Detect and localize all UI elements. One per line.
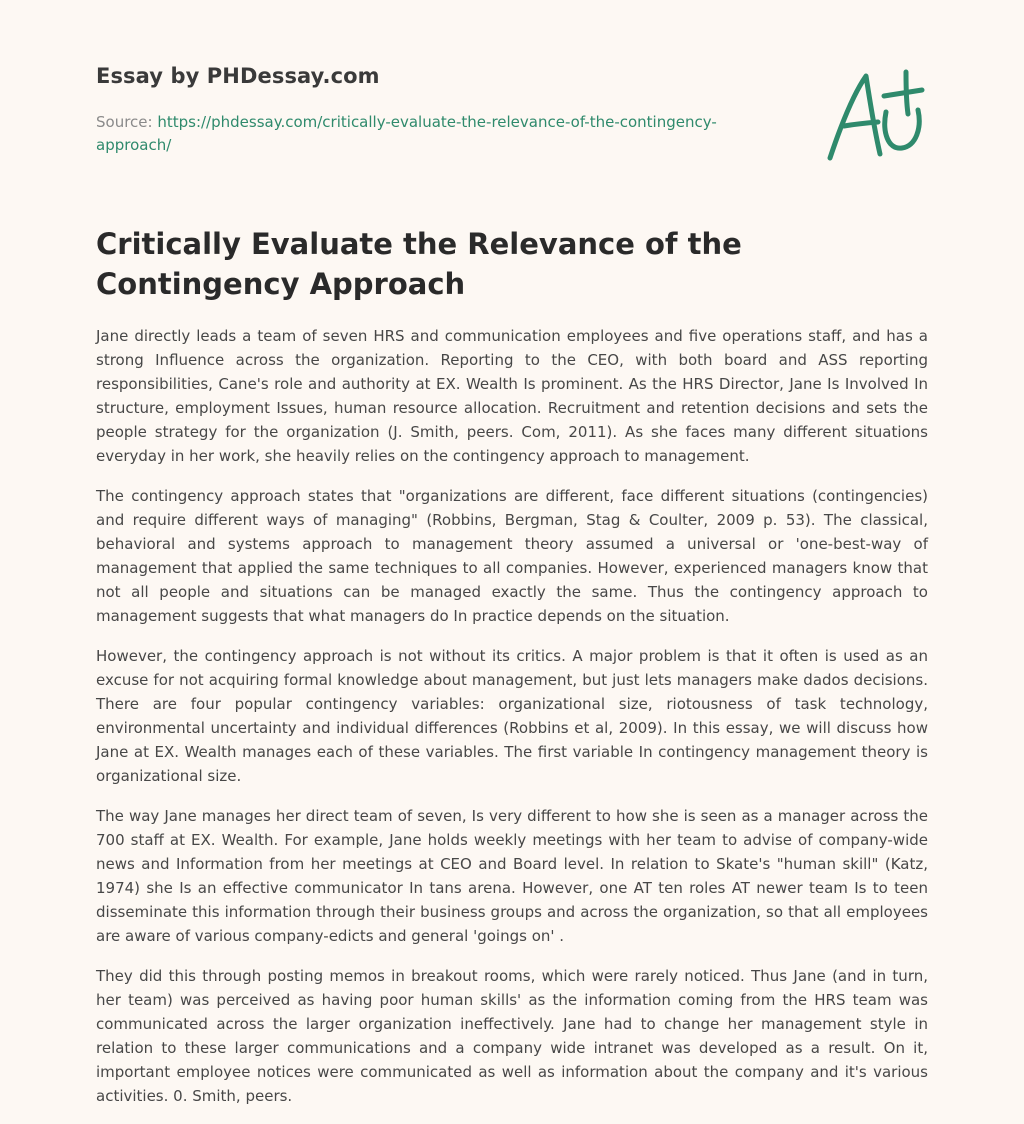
a-plus-grade-icon <box>822 66 932 166</box>
essay-paragraph: The contingency approach states that "organizations are different, face different situations (contingencies) and require different ways of managing" (Robbins, Bergman, Stag & Coulter, 2009 p. 53). The classical, behavioral and systems approach to management theory assumed a universal or 'one-best-way of management that applied the same techniques to all companies. However, experienced managers know that not all people and situations can be managed exactly the same. Thus the contingency approach to management suggests that what managers do In practice depends on the situation. <box>96 487 928 625</box>
essay-paragraph: The way Jane manages her direct team of seven, Is very different to how she is seen as a manager across the 700 staff at EX. Wealth. For example, Jane holds weekly meetings with her team to advise of company-wide news and Information from her meetings at CEO and Board level. In relation to Skate's "human skill" (Katz, 1974) she Is an effective communicator In tans arena. However, one AT ten roles AT newer team Is to teen disseminate this information through their business groups and across the organization, so that all employees are aware of various company-edicts and general 'goings on' . <box>96 807 928 945</box>
essay-body <box>96 324 928 1124</box>
essay-title: Critically Evaluate the Relevance of the Contingency Approach <box>96 227 742 301</box>
site-brand: Essay by PHDessay.com <box>96 64 380 88</box>
source-label: Source: <box>96 113 158 131</box>
essay-paragraph: Jane directly leads a team of seven HRS and communication employees and five operations staff, and has a strong Influence across the organization. Reporting to the CEO, with both board and ASS reporting responsibilities, Cane's role and authority at EX. Wealth Is prominent. As the HRS Director, Jane Is Involved In structure, employment Issues, human resource allocation. Recruitment and retention decisions and sets the people strategy for the organization (J. Smith, peers. Com, 2011). As she faces many different situations everyday in her work, she heavily relies on the contingency approach to management. <box>96 327 928 465</box>
source-link[interactable]: https://phdessay.com/critically-evaluate-the-relevance-of-the-contingency-approach/ <box>96 113 717 154</box>
essay-paragraph: They did this through posting memos in breakout rooms, which were rarely noticed. Thus Jane (and in turn, her team) was perceived as having poor human skills' as the information coming from the HRS team was communicated across the larger organization ineffectively. Jane had to change her management style in relation to these larger communications and a company wide intranet was developed as a result. On it, important employee notices were communicated as well as information about the company and it's various activities. 0. Smith, peers. <box>96 967 928 1105</box>
essay-paragraph: However, the contingency approach is not without its critics. A major problem is that it often is used as an excuse for not acquiring formal knowledge about management, but just lets managers make dados decisions. There are four popular contingency variables: organizational size, riotousness of task technology, environmental uncertainty and individual differences (Robbins et al, 2009). In this essay, we will discuss how Jane at EX. Wealth manages each of these variables. The first variable In contingency management theory is organizational size. <box>96 647 928 785</box>
source-line <box>96 111 736 157</box>
